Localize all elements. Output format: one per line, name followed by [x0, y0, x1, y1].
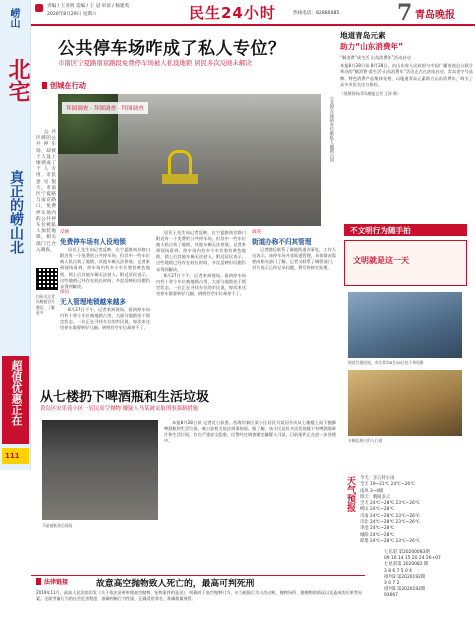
- main-photo: [58, 94, 321, 226]
- col2-body: 居民王先生向记者反映，在宁夏路南京路口附近有一个免费的公共停车场，但其中一些车位被人私自装了地锁，其他车辆无法停放。记者来到现场看到，停车场内有多个车位装有黄色地锁，锁上后其他车辆无法驶入。附近居民表示，这些地锁已经存在较长时间，多次反映但问题仍未得到解决。: [156, 230, 246, 272]
- lottery-row: 七星彩第 2020082 期: [384, 562, 429, 568]
- weather-row: 市南 24℃~28℃ 23℃~26℃: [360, 513, 420, 519]
- second-body-text: 本报8月28日讯 记者近日获悉，西海岸新区某小区居民马某因多次从七楼楼上向下抛掷啤酒瓶和生活垃圾，被公安机关依法刑事拘留。据了解，该小区居民多次发现楼下有啤酒瓶碎片和生活垃圾，存在严重安全隐患，民警经过调查锁定嫌疑人马某，目前案件正在进一步处理中。: [164, 420, 336, 444]
- parking-lock-base: [162, 174, 198, 184]
- right-subline: “顺消费”成生活 山东消费年”活动启动: [340, 55, 411, 60]
- weather-row: 城阳 24℃~28℃: [360, 532, 395, 538]
- hotline: 热线电话：82880085: [293, 11, 340, 16]
- lottery-row: 排列3 第2020192期: [384, 574, 426, 580]
- sec1-body: 居民王先生向记者反映，在宁夏路南京路口附近有一个免费的公共停车场，但其中一些车位被人私自装了地锁，其他车辆无法停放。记者来到现场看到，停车场内有多个车位装有黄色地锁，锁上后其他车辆无法驶入。附近居民表示，这些地锁已经存在较长时间，多次反映但问题仍未得到解决。: [60, 247, 150, 289]
- promo-ad: [344, 240, 467, 286]
- sec1-kicker: 反映: [60, 230, 70, 235]
- weather-title: 天气预报: [345, 476, 355, 512]
- promo-title: 不文明行为随手拍: [350, 226, 411, 235]
- right-footer-credit: （视频资料/青岛晚报记者 王涛 摄）: [340, 91, 401, 97]
- paper-name: 青岛晚报: [415, 10, 455, 21]
- bottom-headline: 故意高空抛物致人死亡的，最高可判死刑: [96, 579, 255, 589]
- weather-row: 明天：晴间多云: [360, 494, 391, 500]
- left-ad-title: 崂山: [8, 8, 19, 28]
- story-column-1: [60, 230, 150, 331]
- header-date: 2020年8月29日 星期六: [47, 12, 97, 17]
- weather-row: 李沧 24℃~28℃: [360, 526, 395, 532]
- story-column-3: [252, 230, 336, 272]
- sec3-body: 记者随后联系了属地街道办事处，工作人员表示，该停车场并非街道管理，具体情况需要向相关部门了解。记者又联系了城管部门，对方表示已经记录问题，将尽快核实处理。: [252, 247, 336, 271]
- page-number: 7: [397, 0, 413, 26]
- lead-paragraph: [36, 130, 56, 254]
- story-column-2: [156, 230, 246, 297]
- photo-side-caption: 公共停车场的车位被私人地锁占用: [329, 96, 334, 162]
- right-headline-1: 地道青岛元素: [340, 31, 386, 40]
- sec3-heading: 街道办称不归其管理: [252, 238, 312, 247]
- weather-row: 南风 3~4级: [360, 488, 384, 494]
- col2-body-b: 8月27日下午，记者来到现场，看到停车场内有十余个车位被地锁占用，大部分地锁处于锁定状态。一位正在寻找车位的市民说，每次来这里停车都要转好几圈，明明有空车位却停不了。: [156, 272, 246, 296]
- left-ad-phone: 111: [5, 452, 20, 460]
- right-photo-2: [348, 370, 462, 436]
- lead-text: 公共区域的公共停车场，却被个人设上地锁成了个人专用，市民意见很大。市南区宁夏路与南京路口，免费停车场内的公共停车位被私人加装地锁，相关部门已介入调查。: [36, 130, 56, 253]
- weather-panel: [360, 476, 470, 545]
- header-editors: 责编 / 王亚明 美编 / 王 冠 审读 / 杨建英: [47, 4, 130, 9]
- lottery-panel: [384, 550, 472, 600]
- weather-row: 崂山 24℃~28℃: [360, 507, 395, 513]
- main-subtitle: 市南区宁夏路南京路段免费停车场被人私设地锁 居民多次反映未解决: [58, 59, 252, 67]
- right-photo-1-caption: 规范垃圾投放，市民青岛8月28日拍于草原路: [348, 360, 424, 365]
- bottom-body: 2019年11月，最高人民法院印发《关于依法妥善审理高空抛物、坠物案件的意见》，明确对于高空抛物行为，应当根据行为人的动机、抛物场所、抛掷物的情况以及造成的后果等因素，全面考量行为的社会危害程度，准确判断行为性质，正确适用罪名，准确裁量刑罚。: [36, 590, 362, 601]
- page-header: [31, 0, 475, 26]
- left-ad-promo: 超值优惠正在: [10, 360, 23, 426]
- left-ad-big: 北宅: [5, 58, 31, 102]
- lottery-row: 3 8 6 7 5 0 4: [384, 568, 412, 574]
- section-label: 创城在行动: [50, 81, 86, 90]
- weather-row: 全天 19~31℃ 24℃~26℃: [360, 482, 415, 488]
- weather-row: 今天：多云转小雨: [360, 476, 395, 481]
- header-logo-icon: [35, 4, 43, 12]
- qr-code[interactable]: [36, 268, 58, 290]
- qr-caption: 扫码关注青岛晚报官方微信，了解更多: [36, 294, 55, 316]
- sec2-kicker: 探访: [60, 289, 70, 295]
- promo-sub: 文明就是这一天: [353, 256, 409, 265]
- sec1-heading: 免费停车场有人设地锁: [60, 238, 126, 247]
- second-story-body: [164, 420, 336, 444]
- left-ad-mid: 真正的崂山北: [8, 170, 24, 254]
- lottery-row: 09 10 14 15 20 24 26+07: [384, 556, 441, 562]
- sec2-body: 8月27日下午，记者来到现场，看到停车场内有十余个车位被地锁占用，大部分地锁处于锁定状态。一位正在寻找车位的市民说，每次来这里停车都要转好几圈，明明有空车位却停不了。: [60, 307, 150, 331]
- weather-row: 全天 24℃~28℃ 23℃~26℃: [360, 501, 420, 507]
- bottom-section-label: 法律链接: [44, 579, 69, 586]
- second-photo-caption: 马某被抓获后现场: [42, 523, 73, 528]
- photo-caption-tag: 拜图调查 · 拜图调查 · 拜图调查: [62, 102, 148, 114]
- sec3-kicker: 调查: [252, 230, 262, 235]
- second-photo: [42, 420, 158, 520]
- lottery-row: 排列5 第2020192期: [384, 587, 426, 593]
- second-headline: 从七楼扔下啤酒瓶和生活垃圾: [40, 390, 210, 405]
- lottery-row: 93667: [384, 593, 398, 599]
- sec2-heading: 无人管理地锁越来越多: [60, 297, 126, 306]
- right-photo-2-caption: 车辆乱停占用人行道: [348, 438, 383, 443]
- weather-row: 市北 24℃~28℃ 23℃~26℃: [360, 520, 420, 526]
- lottery-row: 七乐彩 第20200083期: [384, 550, 430, 555]
- bottom-tag-icon: [36, 578, 41, 585]
- second-subtitle: 黄岛区安乐苑小区一居民高空抛物 嫌疑人马某被采取刑事强制措施: [40, 406, 199, 412]
- right-headline-2: 助力“山东消费年”: [340, 42, 404, 51]
- weather-row: 即墨 24℃~28℃ 23℃~26℃: [360, 538, 420, 544]
- left-ad-strip: [0, 0, 31, 620]
- section-title: 民生24小时: [189, 4, 276, 22]
- right-column: [340, 30, 473, 96]
- right-photo-1: [348, 292, 462, 358]
- right-body: 本报8月28日讯 8月28日，由山东省人民政府与中国广播电视总台联合举办的“顺消费·爱生活·山东消费年”活动正式在济南启动，青岛老字号品牌、特色消费产品集体亮相，以地道青岛元素助力山东消费年，吸引了众多市民关注与体验。: [340, 63, 473, 87]
- section-tag-icon: [42, 82, 47, 89]
- main-headline: 公共停车场咋成了私人专位？: [58, 39, 286, 59]
- lottery-row: 3 0 7 2: [384, 581, 400, 587]
